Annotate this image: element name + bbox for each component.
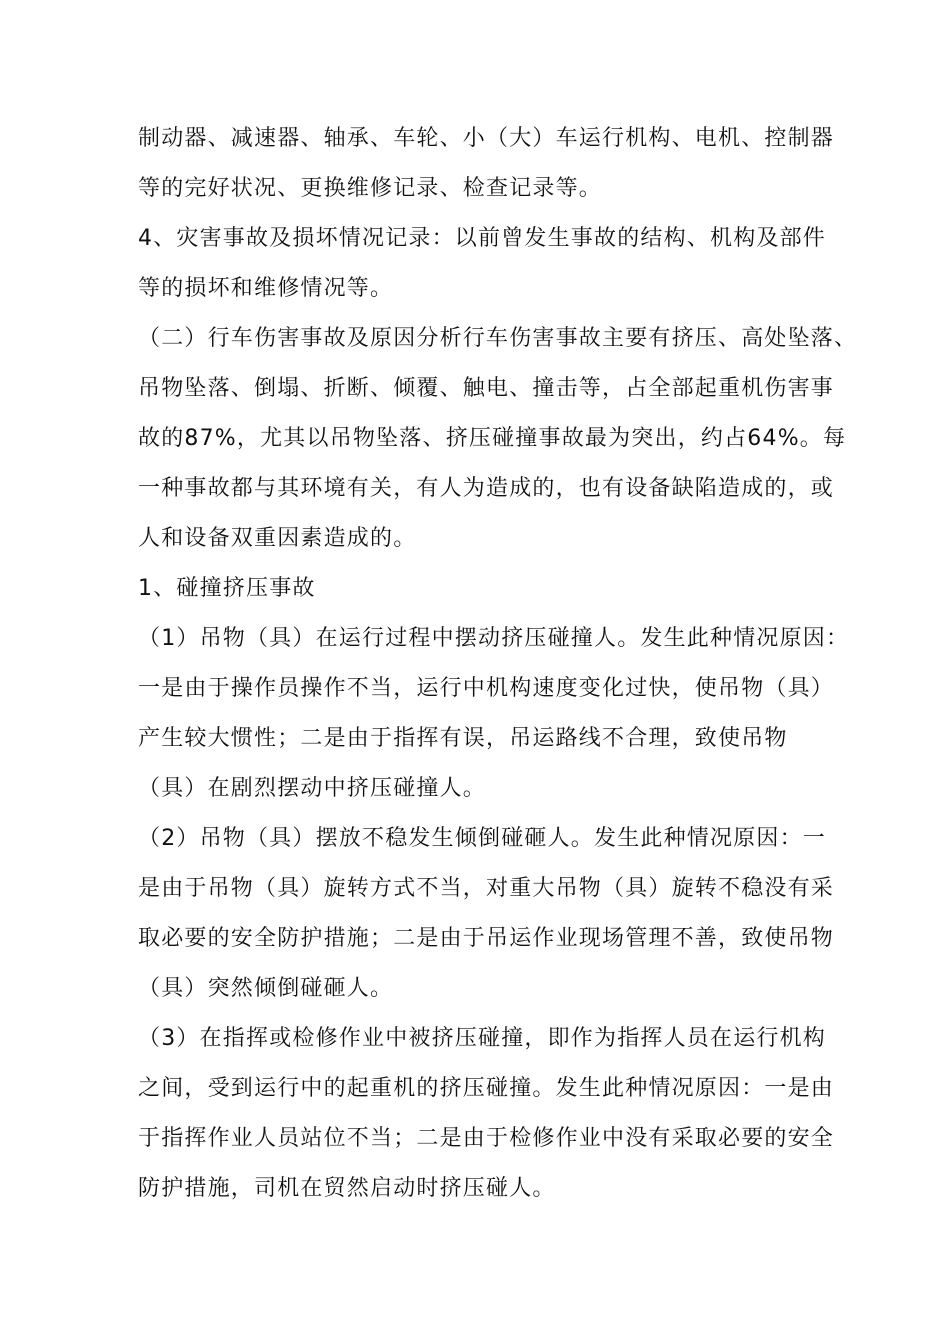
text-line: 等的损坏和维修情况等。 bbox=[138, 276, 394, 301]
text-line: 一种事故都与其环境有关，有人为造成的，也有设备缺陷造成的，或 bbox=[138, 476, 835, 501]
text-line: （二）行车伤害事故及原因分析行车伤害事故主要有挤压、高处坠落、 bbox=[138, 326, 858, 351]
text-line: （具）在剧烈摆动中挤压碰撞人。 bbox=[138, 776, 487, 801]
text-line: 等的完好状况、更换维修记录、检查记录等。 bbox=[138, 176, 603, 201]
section-heading: 1、碰撞挤压事故 bbox=[138, 576, 316, 601]
text-line: 吊物坠落、倒塌、折断、倾覆、触电、撞击等，占全部起重机伤害事 bbox=[138, 376, 835, 401]
text-line: 一是由于操作员操作不当，运行中机构速度变化过快，使吊物（具） bbox=[138, 676, 835, 701]
text-line: 人和设备双重因素造成的。 bbox=[138, 526, 417, 551]
text-line: 之间，受到运行中的起重机的挤压碰撞。发生此种情况原因：一是由 bbox=[138, 1076, 835, 1101]
text-line: 4、灾害事故及损坏情况记录：以前曾发生事故的结构、机构及部件 bbox=[138, 226, 826, 251]
text-line: 是由于吊物（具）旋转方式不当，对重大吊物（具）旋转不稳没有采 bbox=[138, 876, 835, 901]
text-line: 故的87%，尤其以吊物坠落、挤压碰撞事故最为突出，约占64%。每 bbox=[138, 426, 847, 451]
text-line: 取必要的安全防护措施；二是由于吊运作业现场管理不善，致使吊物 bbox=[138, 926, 835, 951]
text-line: 于指挥作业人员站位不当；二是由于检修作业中没有采取必要的安全 bbox=[138, 1126, 835, 1151]
text-line: （2）吊物（具）摆放不稳发生倾倒碰砸人。发生此种情况原因：一 bbox=[138, 826, 826, 851]
text-line: （1）吊物（具）在运行过程中摆动挤压碰撞人。发生此种情况原因： bbox=[138, 626, 850, 651]
text-line: 防护措施，司机在贸然启动时挤压碰人。 bbox=[138, 1176, 556, 1201]
text-line: 制动器、减速器、轴承、车轮、小（大）车运行机构、电机、控制器 bbox=[138, 126, 835, 151]
text-line: （具）突然倾倒碰砸人。 bbox=[138, 976, 394, 1001]
text-line: 产生较大惯性；二是由于指挥有误，吊运路线不合理，致使吊物 bbox=[138, 726, 788, 751]
text-line: （3）在指挥或检修作业中被挤压碰撞，即作为指挥人员在运行机构 bbox=[138, 1026, 826, 1051]
